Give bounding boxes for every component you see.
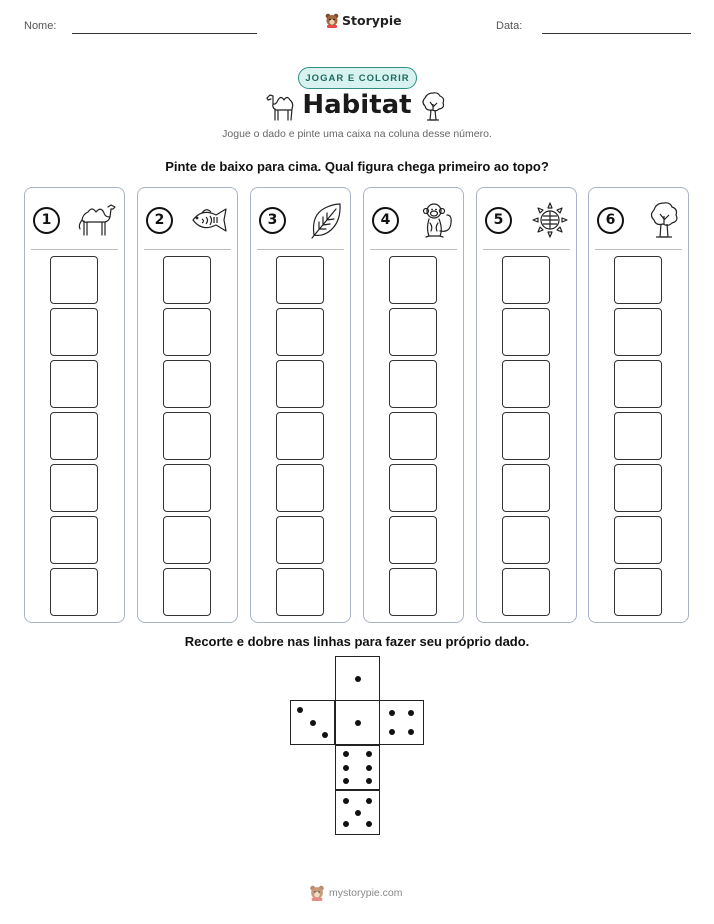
color-box[interactable] xyxy=(389,516,437,564)
brand xyxy=(325,13,402,28)
color-box[interactable] xyxy=(502,568,550,616)
color-box[interactable] xyxy=(614,256,662,304)
die-pip xyxy=(408,729,414,735)
die-pip xyxy=(408,710,414,716)
color-box[interactable] xyxy=(163,256,211,304)
die-pip xyxy=(343,798,349,804)
footer xyxy=(309,885,403,901)
activity-badge: JOGAR E COLORIR xyxy=(298,67,417,89)
color-box[interactable] xyxy=(614,360,662,408)
color-box[interactable] xyxy=(276,464,324,512)
sun-icon xyxy=(531,201,569,239)
die-pip xyxy=(366,751,372,757)
die-pip xyxy=(389,710,395,716)
die-face-4 xyxy=(379,700,424,745)
die-pip xyxy=(355,720,361,726)
color-box[interactable] xyxy=(163,360,211,408)
color-box[interactable] xyxy=(163,516,211,564)
column-divider xyxy=(370,249,457,250)
color-box[interactable] xyxy=(163,308,211,356)
color-box[interactable] xyxy=(389,568,437,616)
column-header xyxy=(33,200,117,240)
column-number: 3 xyxy=(259,207,286,234)
cut-instruction: Recorte e dobre nas linhas para fazer seu próprio dado. xyxy=(184,634,530,649)
name-label: Nome: xyxy=(24,20,57,32)
color-box[interactable] xyxy=(502,360,550,408)
die-face-6 xyxy=(335,745,380,790)
color-box[interactable] xyxy=(389,412,437,460)
column-3 xyxy=(250,187,351,623)
color-box[interactable] xyxy=(614,516,662,564)
die-pip xyxy=(389,729,395,735)
die-pip xyxy=(343,821,349,827)
die-pip xyxy=(343,778,349,784)
color-box[interactable] xyxy=(502,256,550,304)
column-divider xyxy=(483,249,570,250)
color-box[interactable] xyxy=(163,412,211,460)
column-number: 2 xyxy=(146,207,173,234)
color-box[interactable] xyxy=(50,308,98,356)
column-divider xyxy=(595,249,682,250)
color-box[interactable] xyxy=(276,308,324,356)
die-pip xyxy=(322,732,328,738)
color-box[interactable] xyxy=(389,256,437,304)
die-pip xyxy=(297,707,303,713)
column-header xyxy=(597,200,681,240)
color-box[interactable] xyxy=(50,360,98,408)
color-box[interactable] xyxy=(614,464,662,512)
tree-icon xyxy=(647,200,681,240)
die-face-1 xyxy=(335,656,380,701)
fish-icon xyxy=(188,205,230,235)
date-label: Data: xyxy=(496,20,523,32)
color-box[interactable] xyxy=(389,360,437,408)
column-header xyxy=(485,200,569,240)
color-box[interactable] xyxy=(502,516,550,564)
color-box[interactable] xyxy=(50,464,98,512)
color-box[interactable] xyxy=(276,568,324,616)
die-face-1 xyxy=(335,700,380,745)
tree-icon xyxy=(420,90,446,122)
die-pip xyxy=(366,821,372,827)
color-box[interactable] xyxy=(50,568,98,616)
die-face-3 xyxy=(290,700,335,745)
date-line[interactable] xyxy=(542,33,691,34)
column-2 xyxy=(137,187,238,623)
subtitle: Jogue o dado e pinte uma caixa na coluna desse número. xyxy=(222,128,492,140)
brand-name: Storypie xyxy=(342,13,402,28)
column-divider xyxy=(31,249,118,250)
column-divider xyxy=(257,249,344,250)
color-box[interactable] xyxy=(276,360,324,408)
name-line[interactable] xyxy=(72,33,257,34)
column-number: 4 xyxy=(372,207,399,234)
color-box[interactable] xyxy=(502,308,550,356)
instruction: Pinte de baixo para cima. Qual figura chega primeiro ao topo? xyxy=(165,159,549,174)
leaf-icon xyxy=(309,201,343,239)
storypie-bear-logo-icon xyxy=(309,885,325,901)
color-box[interactable] xyxy=(50,412,98,460)
monkey-icon xyxy=(420,201,456,239)
page-title: Habitat xyxy=(302,90,412,120)
footer-url: mystorypie.com xyxy=(329,887,403,899)
column-number: 6 xyxy=(597,207,624,234)
column-header xyxy=(146,200,230,240)
camel-icon xyxy=(75,201,117,239)
color-box[interactable] xyxy=(163,464,211,512)
color-box[interactable] xyxy=(163,568,211,616)
color-box[interactable] xyxy=(614,308,662,356)
die-pip xyxy=(355,810,361,816)
column-divider xyxy=(144,249,231,250)
column-number: 1 xyxy=(33,207,60,234)
die-pip xyxy=(366,778,372,784)
color-box[interactable] xyxy=(276,412,324,460)
color-box[interactable] xyxy=(614,568,662,616)
color-box[interactable] xyxy=(50,256,98,304)
color-box[interactable] xyxy=(50,516,98,564)
column-4 xyxy=(363,187,464,623)
die-pip xyxy=(366,798,372,804)
die-face-5 xyxy=(335,790,380,835)
column-header xyxy=(259,200,343,240)
die-pip xyxy=(366,765,372,771)
column-header xyxy=(372,200,456,240)
column-6 xyxy=(588,187,689,623)
color-box[interactable] xyxy=(389,464,437,512)
column-number: 5 xyxy=(485,207,512,234)
die-pip xyxy=(343,751,349,757)
column-5 xyxy=(476,187,577,623)
color-box[interactable] xyxy=(502,412,550,460)
die-pip xyxy=(355,676,361,682)
storypie-bear-logo-icon xyxy=(325,13,339,28)
color-box[interactable] xyxy=(276,516,324,564)
die-pip xyxy=(343,765,349,771)
color-box[interactable] xyxy=(276,256,324,304)
color-box[interactable] xyxy=(389,308,437,356)
color-box[interactable] xyxy=(502,464,550,512)
color-box[interactable] xyxy=(614,412,662,460)
die-pip xyxy=(310,720,316,726)
column-1 xyxy=(24,187,125,623)
